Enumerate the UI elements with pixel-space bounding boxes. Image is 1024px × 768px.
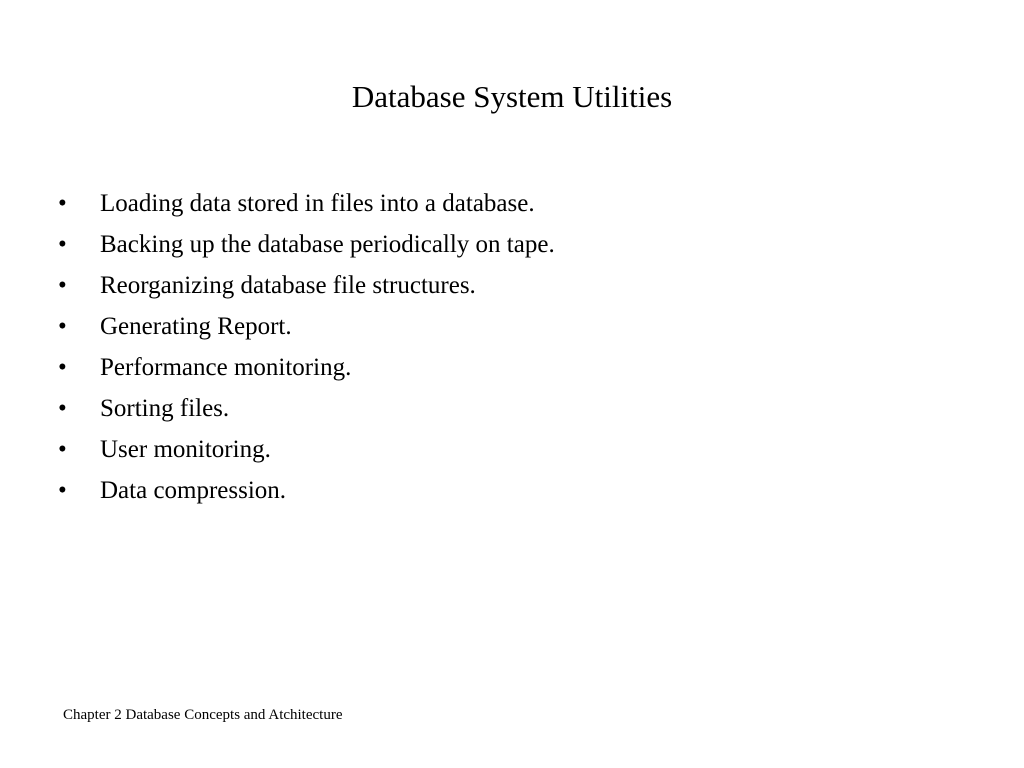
bullet-text: Reorganizing database file structures. bbox=[100, 272, 476, 299]
bullet-icon: • bbox=[58, 354, 67, 381]
bullet-icon: • bbox=[58, 231, 67, 258]
bullet-text: Sorting files. bbox=[100, 395, 230, 422]
bullet-icon: • bbox=[58, 190, 67, 217]
bullet-icon: • bbox=[58, 477, 67, 504]
slide-footer: Chapter 2 Database Concepts and Atchitecture bbox=[63, 707, 343, 723]
bullet-text: Performance monitoring. bbox=[100, 354, 352, 381]
bullet-text: Data compression. bbox=[100, 477, 287, 504]
bullet-icon: • bbox=[58, 395, 67, 422]
bullet-icon: • bbox=[58, 313, 67, 340]
bullet-text: Loading data stored in files into a database. bbox=[100, 190, 535, 217]
bullet-icon: • bbox=[58, 272, 67, 299]
bullet-icon: • bbox=[58, 436, 67, 463]
bullet-text: User monitoring. bbox=[100, 436, 271, 463]
bullet-text: Generating Report. bbox=[100, 313, 292, 340]
slide-title: Database System Utilities bbox=[351, 79, 673, 114]
bullet-text: Backing up the database periodically on tape. bbox=[100, 231, 555, 258]
